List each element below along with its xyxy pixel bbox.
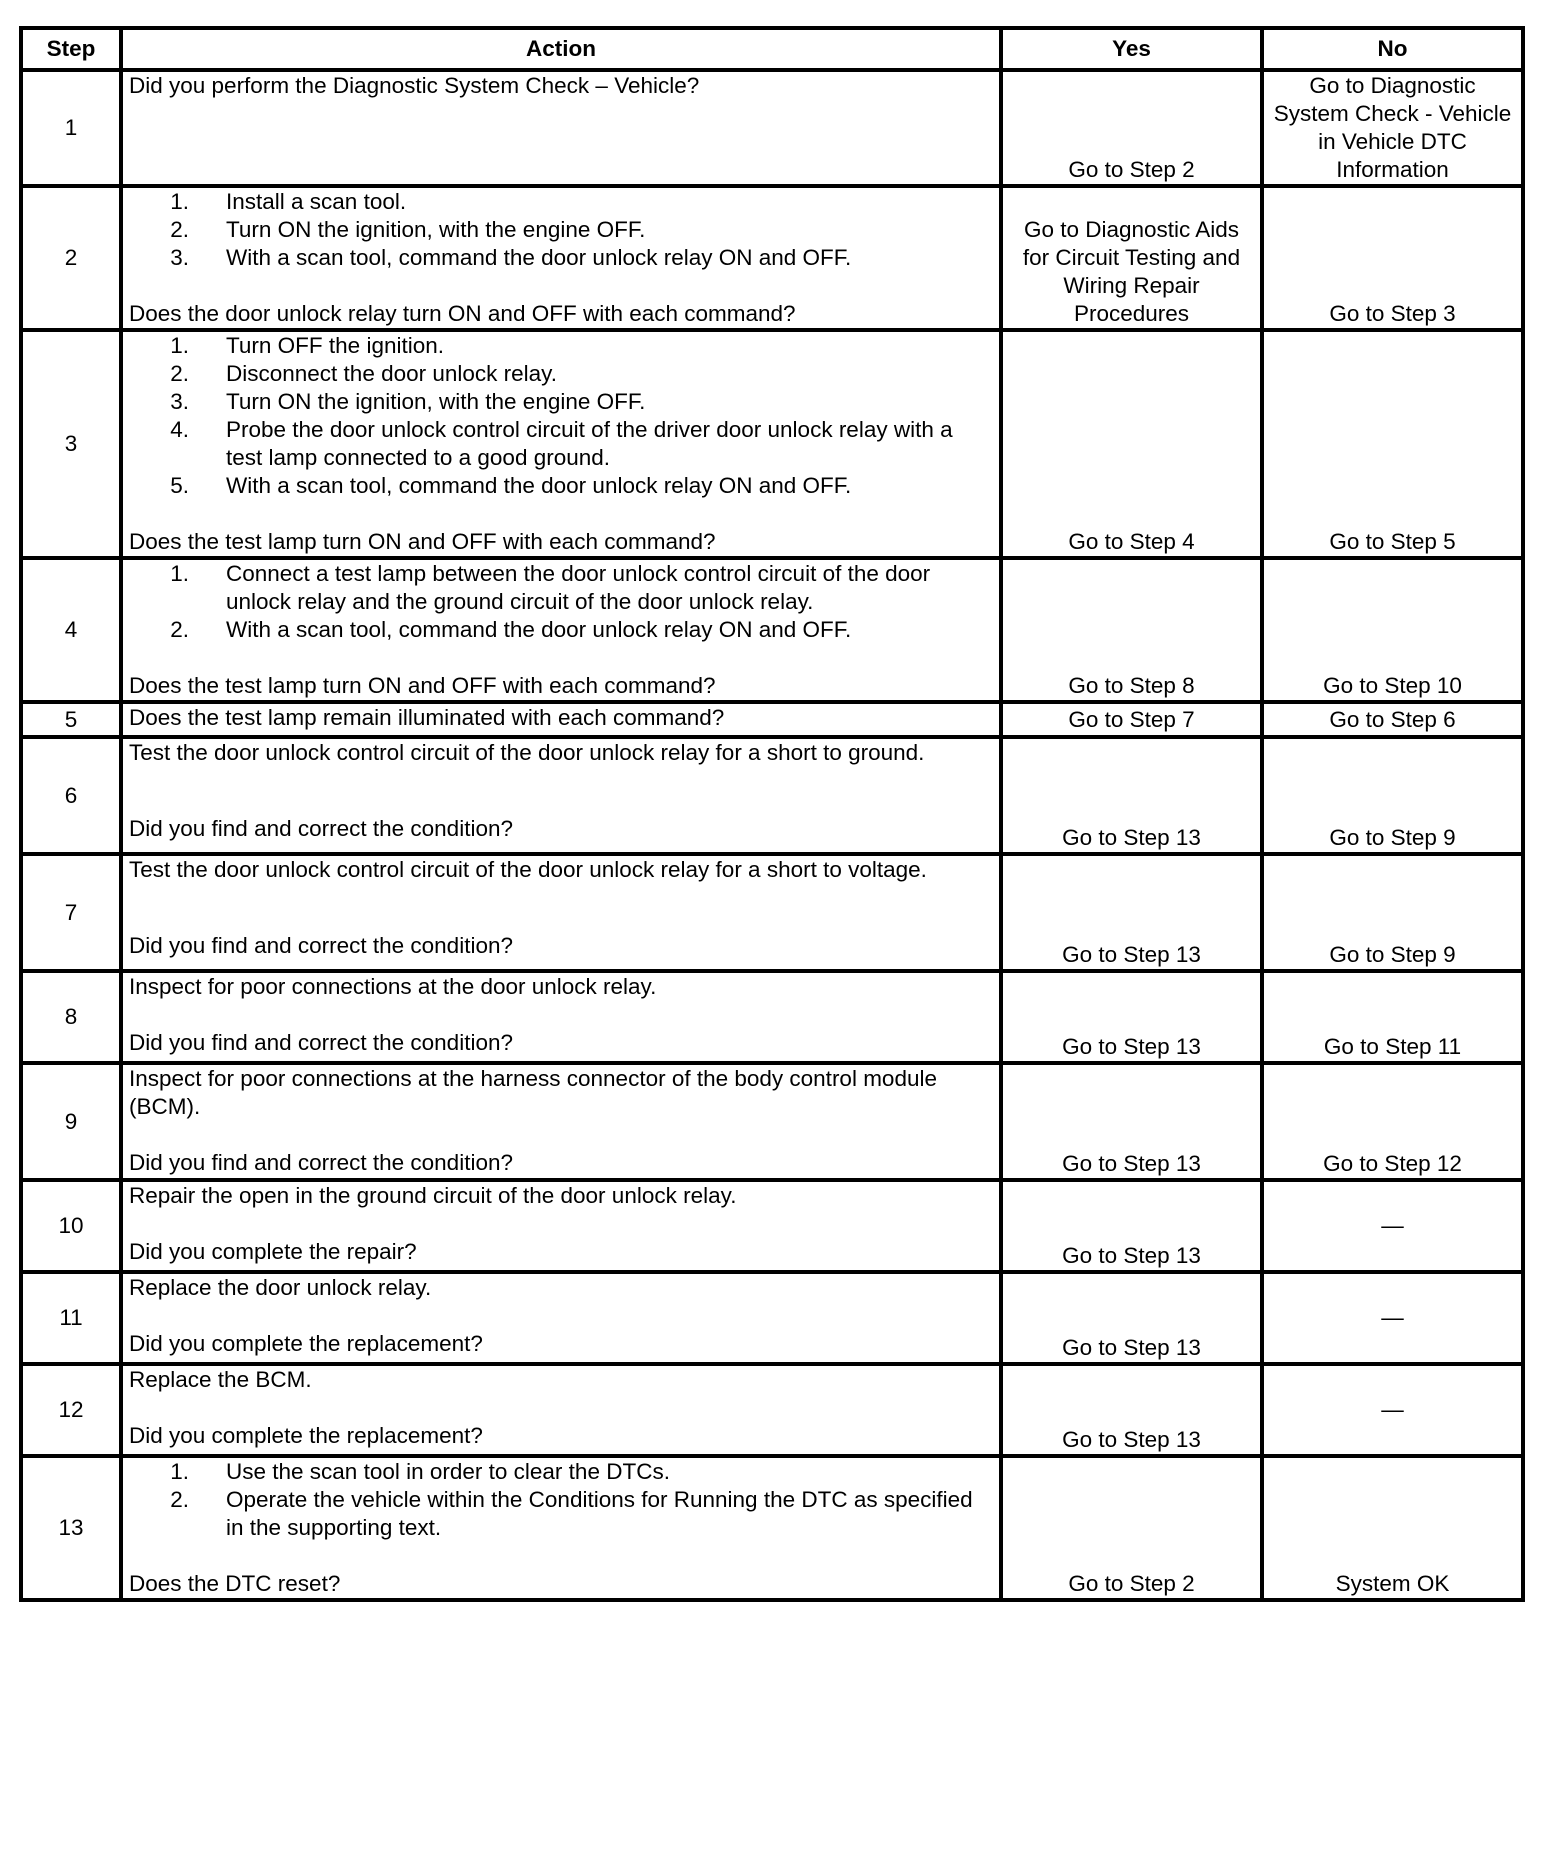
action-question: Did you find and correct the condition? (129, 1030, 513, 1055)
action-question: Did you find and correct the condition? (129, 816, 513, 841)
yes-outcome: Go to Step 7 (1001, 702, 1262, 737)
action-cell (121, 854, 1001, 971)
yes-outcome: Go to Step 13 (1001, 737, 1262, 854)
yes-outcome: Go to Step 2 (1001, 1456, 1262, 1600)
no-outcome: Go to Step 9 (1262, 854, 1523, 971)
action-question: Did you find and correct the condition? (129, 933, 513, 958)
procedure-item-number: 1. (170, 561, 189, 586)
action-question: Did you complete the repair? (129, 1239, 417, 1264)
procedure-item (129, 332, 993, 360)
step-number: 11 (21, 1272, 121, 1364)
procedure-item (129, 416, 993, 472)
step-number: 5 (21, 702, 121, 737)
no-outcome: Go to Step 6 (1262, 702, 1523, 737)
step-number: 13 (21, 1456, 121, 1600)
action-text: Inspect for poor connections at the door unlock relay. (129, 974, 657, 999)
action-cell (121, 1364, 1001, 1456)
action-question: Does the DTC reset? (129, 1571, 341, 1596)
step-number: 3 (21, 330, 121, 558)
yes-outcome: Go to Step 13 (1001, 1272, 1262, 1364)
diagnostic-table (19, 26, 1525, 1602)
procedure-list (129, 188, 993, 272)
procedure-item-text: Install a scan tool. (226, 189, 407, 214)
action-cell (121, 1180, 1001, 1272)
procedure-item-number: 1. (170, 189, 189, 214)
action-text: Replace the door unlock relay. (129, 1275, 432, 1300)
procedure-item-number: 3. (170, 245, 189, 270)
table-row (21, 854, 1523, 971)
procedure-list (129, 332, 993, 500)
action-cell (121, 1456, 1001, 1600)
no-outcome: Go to Step 9 (1262, 737, 1523, 854)
action-cell (121, 186, 1001, 330)
yes-outcome: Go to Step 13 (1001, 971, 1262, 1063)
yes-outcome: Go to Step 13 (1001, 1063, 1262, 1180)
procedure-item-number: 5. (170, 473, 189, 498)
action-question: Did you find and correct the condition? (129, 1150, 513, 1175)
header-step: Step (21, 28, 121, 70)
action-cell (121, 70, 1001, 186)
procedure-item-text: With a scan tool, command the door unlock relay ON and OFF. (226, 617, 852, 642)
action-text: Test the door unlock control circuit of the door unlock relay for a short to voltage. (129, 857, 927, 882)
action-cell (121, 971, 1001, 1063)
step-number: 9 (21, 1063, 121, 1180)
action-cell (121, 330, 1001, 558)
header-yes: Yes (1001, 28, 1262, 70)
procedure-item (129, 360, 993, 388)
action-cell (121, 737, 1001, 854)
action-question: Did you complete the replacement? (129, 1331, 483, 1356)
procedure-item (129, 244, 993, 272)
step-number: 8 (21, 971, 121, 1063)
action-question: Does the test lamp turn ON and OFF with each command? (129, 529, 716, 554)
procedure-list (129, 1458, 993, 1542)
table-row (21, 737, 1523, 854)
procedure-item (129, 616, 993, 644)
step-number: 7 (21, 854, 121, 971)
step-number: 12 (21, 1364, 121, 1456)
procedure-item-text: Connect a test lamp between the door unlock control circuit of the door unlock relay and the ground circuit of the door unlock relay. (226, 561, 931, 614)
no-outcome: — (1262, 1272, 1523, 1364)
no-outcome: — (1262, 1180, 1523, 1272)
procedure-item-text: Turn OFF the ignition. (226, 333, 445, 358)
action-text: Repair the open in the ground circuit of the door unlock relay. (129, 1183, 737, 1208)
yes-outcome: Go to Step 13 (1001, 1180, 1262, 1272)
header-no: No (1262, 28, 1523, 70)
yes-outcome: Go to Step 2 (1001, 70, 1262, 186)
action-text: Did you perform the Diagnostic System Check – Vehicle? (129, 73, 700, 98)
diagnostic-table-container (19, 26, 1521, 1602)
action-text: Does the test lamp remain illuminated with each command? (129, 705, 725, 730)
action-cell (121, 1063, 1001, 1180)
header-action: Action (121, 28, 1001, 70)
step-number: 1 (21, 70, 121, 186)
no-outcome: — (1262, 1364, 1523, 1456)
table-row (21, 1180, 1523, 1272)
procedure-item-text: Operate the vehicle within the Conditions for Running the DTC as specified in the supporting text. (226, 1487, 973, 1540)
table-row (21, 1063, 1523, 1180)
action-question: Does the test lamp turn ON and OFF with each command? (129, 673, 716, 698)
action-question: Did you complete the replacement? (129, 1423, 483, 1448)
procedure-item-text: Turn ON the ignition, with the engine OFF. (226, 217, 646, 242)
procedure-item-text: Turn ON the ignition, with the engine OFF. (226, 389, 646, 414)
action-text: Inspect for poor connections at the harness connector of the body control module (BCM). (129, 1066, 937, 1119)
procedure-item-text: Use the scan tool in order to clear the DTCs. (226, 1459, 670, 1484)
procedure-item (129, 188, 993, 216)
table-row (21, 1364, 1523, 1456)
procedure-item-number: 2. (170, 617, 189, 642)
no-outcome: Go to Step 5 (1262, 330, 1523, 558)
procedure-item-number: 2. (170, 1487, 189, 1512)
procedure-item (129, 1458, 993, 1486)
table-row (21, 186, 1523, 330)
table-row (21, 971, 1523, 1063)
action-cell (121, 558, 1001, 702)
table-row (21, 70, 1523, 186)
yes-outcome: Go to Diagnostic Aids for Circuit Testing and Wiring Repair Procedures (1001, 186, 1262, 330)
procedure-item (129, 1486, 993, 1542)
step-number: 6 (21, 737, 121, 854)
table-row (21, 702, 1523, 737)
procedure-item-text: Probe the door unlock control circuit of the driver door unlock relay with a test lamp connected to a good ground. (226, 417, 953, 470)
step-number: 10 (21, 1180, 121, 1272)
procedure-item (129, 216, 993, 244)
no-outcome: System OK (1262, 1456, 1523, 1600)
procedure-item-number: 4. (170, 417, 189, 442)
procedure-item-number: 2. (170, 361, 189, 386)
procedure-item-number: 2. (170, 217, 189, 242)
procedure-item (129, 472, 993, 500)
procedure-item (129, 560, 993, 616)
yes-outcome: Go to Step 8 (1001, 558, 1262, 702)
no-outcome: Go to Step 10 (1262, 558, 1523, 702)
step-number: 4 (21, 558, 121, 702)
no-outcome: Go to Step 11 (1262, 971, 1523, 1063)
action-question: Does the door unlock relay turn ON and OFF with each command? (129, 301, 796, 326)
table-row (21, 330, 1523, 558)
yes-outcome: Go to Step 4 (1001, 330, 1262, 558)
action-cell (121, 702, 1001, 737)
procedure-item-text: With a scan tool, command the door unlock relay ON and OFF. (226, 473, 852, 498)
procedure-item (129, 388, 993, 416)
procedure-item-number: 1. (170, 1459, 189, 1484)
header-row (21, 28, 1523, 70)
yes-outcome: Go to Step 13 (1001, 854, 1262, 971)
no-outcome: Go to Diagnostic System Check - Vehicle in Vehicle DTC Information (1262, 70, 1523, 186)
table-row (21, 1272, 1523, 1364)
table-row (21, 558, 1523, 702)
action-cell (121, 1272, 1001, 1364)
yes-outcome: Go to Step 13 (1001, 1364, 1262, 1456)
step-number: 2 (21, 186, 121, 330)
action-text: Test the door unlock control circuit of the door unlock relay for a short to ground. (129, 740, 925, 765)
procedure-item-text: With a scan tool, command the door unlock relay ON and OFF. (226, 245, 852, 270)
table-body (21, 70, 1523, 1600)
action-text: Replace the BCM. (129, 1367, 312, 1392)
no-outcome: Go to Step 12 (1262, 1063, 1523, 1180)
no-outcome: Go to Step 3 (1262, 186, 1523, 330)
procedure-item-text: Disconnect the door unlock relay. (226, 361, 558, 386)
procedure-list (129, 560, 993, 644)
procedure-item-number: 1. (170, 333, 189, 358)
procedure-item-number: 3. (170, 389, 189, 414)
table-row (21, 1456, 1523, 1600)
